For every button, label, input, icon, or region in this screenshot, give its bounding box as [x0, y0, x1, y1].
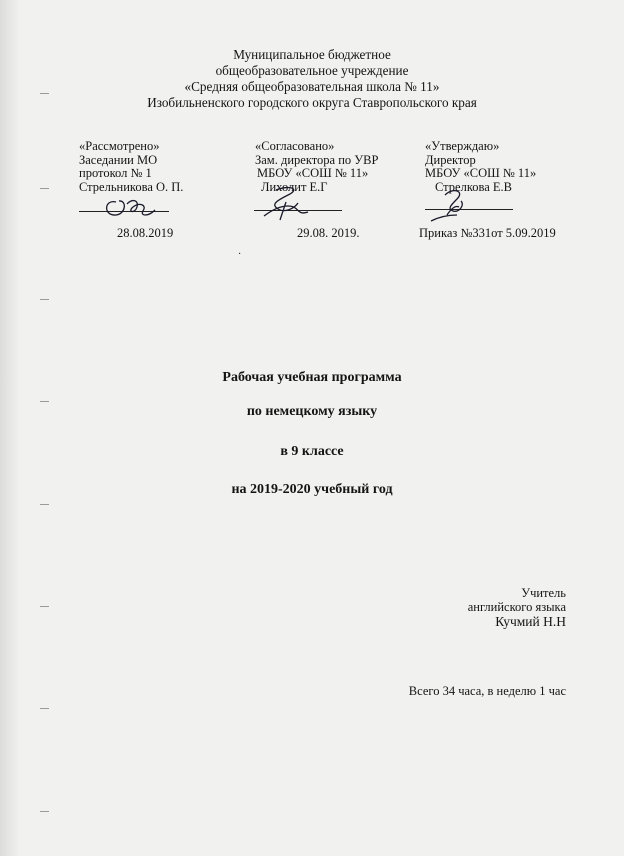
agreed-line-3: Лихолит Е.Г — [261, 179, 328, 194]
agreed-line-2: МБОУ «СОШ № 11» — [257, 166, 369, 181]
header-line-2: общеобразовательное учреждение — [215, 63, 409, 78]
header-line-3: «Средняя общеобразовательная школа № 11» — [184, 79, 440, 94]
reviewed-heading: «Рассмотрено» — [79, 139, 160, 153]
signature-approved — [425, 185, 485, 225]
margin-mark — [40, 708, 49, 709]
margin-mark — [40, 811, 49, 812]
school-header — [0, 47, 624, 111]
teacher-block — [468, 586, 566, 630]
signature-reviewed — [100, 190, 170, 222]
teacher-role: Учитель — [521, 586, 566, 600]
reviewed-date: 28.08.2019 — [117, 226, 174, 240]
approved-heading: «Утверждаю» — [425, 139, 500, 153]
margin-mark — [40, 188, 49, 189]
agreed-heading: «Согласовано» — [255, 139, 335, 153]
reviewed-block — [79, 140, 183, 194]
margin-mark — [40, 504, 49, 505]
reviewed-line-2: протокол № 1 — [79, 166, 152, 181]
program-grade: в 9 классе — [280, 444, 344, 459]
header-line-4: Изобильненского городского округа Ставропольского края — [147, 95, 477, 110]
reviewed-line-3: Стрельникова О. П. — [79, 179, 184, 194]
program-title: Рабочая учебная программа — [222, 370, 402, 385]
agreed-line-1: Зам. директора по УВР — [255, 152, 379, 167]
margin-mark — [40, 606, 49, 607]
margin-mark — [40, 299, 49, 300]
approved-line-3: Стрелкова Е.В — [435, 179, 513, 194]
program-subject: по немецкому языку — [246, 404, 378, 419]
page-shadow-edge — [0, 0, 18, 856]
approved-order: Приказ №331от 5.09.2019 — [419, 226, 556, 240]
reviewed-line-1: Заседании МО — [79, 152, 158, 167]
hours-summary: Всего 34 часа, в неделю 1 час — [408, 684, 566, 698]
approved-line-1: Директор — [425, 152, 476, 167]
signature-agreed — [250, 182, 330, 224]
teacher-name: Кучмий Н.Н — [495, 614, 566, 629]
header-line-1: Муниципальное бюджетное — [233, 47, 391, 62]
agreed-date: 29.08. 2019. — [297, 226, 360, 240]
approved-line-2: МБОУ «СОШ № 11» — [425, 166, 537, 181]
stray-dot: · — [238, 249, 242, 260]
margin-mark — [40, 401, 49, 402]
teacher-subject: английского языка — [467, 600, 566, 614]
program-year: на 2019-2020 учебный год — [231, 482, 393, 497]
